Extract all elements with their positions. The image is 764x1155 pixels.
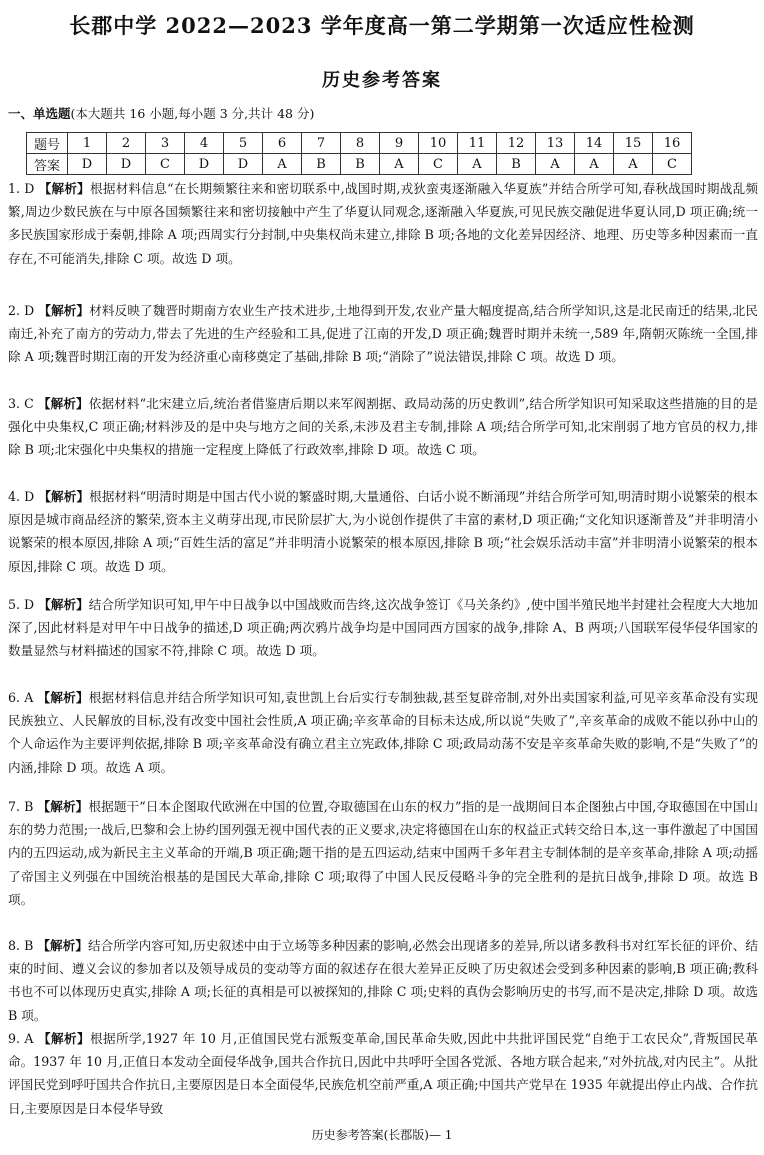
explanation-text: 根据材料“明清时期是中国古代小说的繁盛时期,大量通俗、白话小说不断涌现”并结合所学可知,明清时期小说繁荣的根本原因是城市商品经济的繁荣,资本主义萌芽出现,市民阶层扩大,为小说创作提供了丰富的素材,D 项正确;“文化知识逐渐普及”并非明清小说繁荣的根本原因,排除 A 项;“百姓生活的富足”并非明清小说繁荣的根本原因,排除 B 项;“社会娱乐活动丰富”并非明清小说繁荣的根本原因,排除 C 项。故选 D 项。 [8,489,758,574]
question-explanation-5 [8,593,758,663]
question-explanation-9 [8,1027,758,1121]
table-cell: 8 [341,133,380,154]
explanation-text: 根据题干“日本企图取代欧洲在中国的位置,夺取德国在山东的权力”指的是一战期间日本企图独占中国,夺取德国在中国山东的势力范围;一战后,巴黎和会上协约国列强无视中国代表的正义要求,决定将德国在山东的权益正式转交给日本,这一事件激起了中国国内的五四运动,成为新民主主义革命的开端,B 项正确;题干指的是五四运动,结束中国两千多年君主专制体制的是辛亥革命,排除 A 项;动摇了帝国主义列强在中国统治根基的是国民大革命,排除 C 项;取得了中国人民反侵略斗争的完全胜利的是抗日战争,排除 D 项。故选 B 项。 [8,799,758,907]
question-explanation-2 [8,299,758,369]
table-cell: B [302,154,341,175]
answer-table-row-numbers [27,133,692,154]
question-explanation-7 [8,795,758,911]
table-cell: 12 [497,133,536,154]
table-cell: 13 [536,133,575,154]
question-explanation-8 [8,934,758,1027]
table-cell: C [653,154,692,175]
analysis-tag: 【解析】 [37,938,89,953]
table-cell: C [146,154,185,175]
table-cell: A [614,154,653,175]
table-cell: A [458,154,497,175]
question-explanation-1 [8,177,758,270]
question-answer-lead: 4. D [8,489,35,504]
question-explanation-6 [8,686,758,779]
analysis-tag: 【解析】 [38,181,91,196]
explanation-text: 根据材料信息“在长期频繁往来和密切联系中,战国时期,戎狄蛮夷逐渐融入华夏族”并结合所学可知,春秋战国时期战乱频繁,周边少数民族在与中原各国频繁往来和密切接触中产生了华夏认同观念,逐渐融入华夏族,可见民族交融促进华夏认同,D 项正确;统一多民族国家形成于秦朝,排除 A 项;西周实行分封制,中央集权尚未建立,排除 B 项;各地的文化差异因经济、地理、历史等多种因素而一直存在,不可能消失,排除 C 项。故选 D 项。 [8,181,759,266]
table-cell: 1 [68,133,107,154]
explanation-text: 依据材料“北宋建立后,统治者借鉴唐后期以来军阀割据、政局动荡的历史教训”,结合所学知识可知采取这些措施的目的是强化中央集权,C 项正确;材料涉及的是中央与地方之间的关系,未涉及君主专制,排除 A 项;结合所学可知,北宋削弱了地方官员的权力,排除 B 项;北宋强化中央集权的措施一定程度上降低了行政效率,排除 D 项。故选 C 项。 [8,396,759,458]
table-cell: A [263,154,302,175]
section-heading [8,104,314,122]
page-footer: 历史参考答案(长郡版)— 1 [311,1128,453,1142]
analysis-tag: 【解析】 [37,1031,90,1046]
document-subtitle: 历史参考答案 [322,70,442,91]
question-explanation-4 [8,485,758,578]
table-cell: 6 [263,133,302,154]
table-cell: 15 [614,133,653,154]
table-cell: D [68,154,107,175]
explanation-text: 根据所学,1927 年 10 月,正值国民党右派叛变革命,国民革命失败,因此中共批评国民党“自绝于工农民众”,背叛国民革命。1937 年 10 月,正值日本发动全面侵华战争,国共合作抗日,因此中共呼吁全国各党派、各地方联合起来,“对外抗战,对内民主”。从批评国民党到呼吁国共合作抗日,主要原因是日本全面侵华,民族危机空前严重,A 项正确;中国共产党早在 1935 年就提出停止内战、合作抗日,主要原因是日本侵华导致 [8,1031,758,1116]
table-cell: D [107,154,146,175]
table-cell: A [380,154,419,175]
explanation-text: 结合所学知识可知,甲午中日战争以中国战败而告终,这次战争签订《马关条约》,使中国半殖民地半封建社会程度大大地加深了,因此材料是对甲午中日战争的描述,D 项正确;两次鸦片战争均是中国同西方国家的战争,排除 A、B 两项;八国联军侵华侵华国家的数量显然与材料描述的国家不符,排除 C 项。故选 D 项。 [8,597,759,659]
table-header-cell: 题号 [27,133,68,154]
table-cell: 4 [185,133,224,154]
table-cell: A [536,154,575,175]
table-cell: 10 [419,133,458,154]
table-cell: 3 [146,133,185,154]
explanation-text: 材料反映了魏晋时期南方农业生产技术进步,土地得到开发,农业产量大幅度提高,结合所学知识,这是北民南迁的结果,北民南迁,补充了南方的劳动力,带去了先进的生产经验和工具,促进了江南的开发,D 项正确;魏晋时期并未统一,589 年,隋朝灭陈统一全国,排除 A 项;魏晋时期江南的开发为经济重心南移奠定了基础,排除 B 项;“消除了”说法错误,排除 C 项。故选 D 项。 [8,303,758,365]
question-answer-lead: 8. B [8,938,34,953]
table-cell: A [575,154,614,175]
table-cell: 9 [380,133,419,154]
answer-table-row-answers [27,154,692,175]
explanation-text: 根据材料信息并结合所学知识可知,袁世凯上台后实行专制独裁,甚至复辟帝制,对外出卖国家利益,可见辛亥革命没有实现民族独立、人民解放的目标,没有改变中国社会性质,A 项正确;辛亥革命的目标未达成,所以说“失败了”,辛亥革命的成败不能以孙中山的个人命运作为主要评判依据,排除 B 项;辛亥革命没有确立君主立宪政体,排除 C 项;政局动荡不安是辛亥革命失败的影响,不是“失败了”的内涵,排除 D 项。故选 A 项。 [8,690,758,775]
table-header-cell: 答案 [27,154,68,175]
document-title: 长郡中学 2022—2023 学年度高一第二学期第一次适应性检测 [69,13,695,38]
table-cell: 7 [302,133,341,154]
question-answer-lead: 6. A [8,690,34,705]
table-cell: D [185,154,224,175]
question-answer-lead: 9. A [8,1031,34,1046]
table-cell: B [497,154,536,175]
section-label: 一、单选题 [8,106,71,121]
question-answer-lead: 1. D [8,181,35,196]
analysis-tag: 【解析】 [37,799,89,814]
table-cell: 11 [458,133,497,154]
answer-table [26,132,692,175]
table-cell: 14 [575,133,614,154]
section-note: (本大题共 16 小题,每小题 3 分,共计 48 分) [70,106,315,121]
question-answer-lead: 7. B [8,799,34,814]
analysis-tag: 【解析】 [38,489,90,504]
table-cell: 16 [653,133,692,154]
analysis-tag: 【解析】 [38,303,90,318]
table-cell: D [224,154,263,175]
question-answer-lead: 2. D [8,303,35,318]
table-cell: 5 [224,133,263,154]
table-cell: C [419,154,458,175]
question-answer-lead: 3. C [8,396,34,411]
analysis-tag: 【解析】 [37,396,89,411]
explanation-text: 结合所学内容可知,历史叙述中由于立场等多种因素的影响,必然会出现诸多的差异,所以诸多教科书对红军长征的评价、结束的时间、遵义会议的参加者以及领导成员的变动等方面的叙述存在很大差异正反映了历史叙述会受到多种因素的影响,B 项正确;教科书也不可以体现历史真实,排除 A 项;长征的真相是可以被探知的,排除 C 项;史料的真伪会影响历史的书写,而不是决定,排除 D 项。故选 B 项。 [8,938,758,1023]
table-cell: B [341,154,380,175]
analysis-tag: 【解析】 [37,690,89,705]
question-explanation-3 [8,392,758,462]
question-answer-lead: 5. D [8,597,35,612]
table-cell: 2 [107,133,146,154]
analysis-tag: 【解析】 [38,597,89,612]
